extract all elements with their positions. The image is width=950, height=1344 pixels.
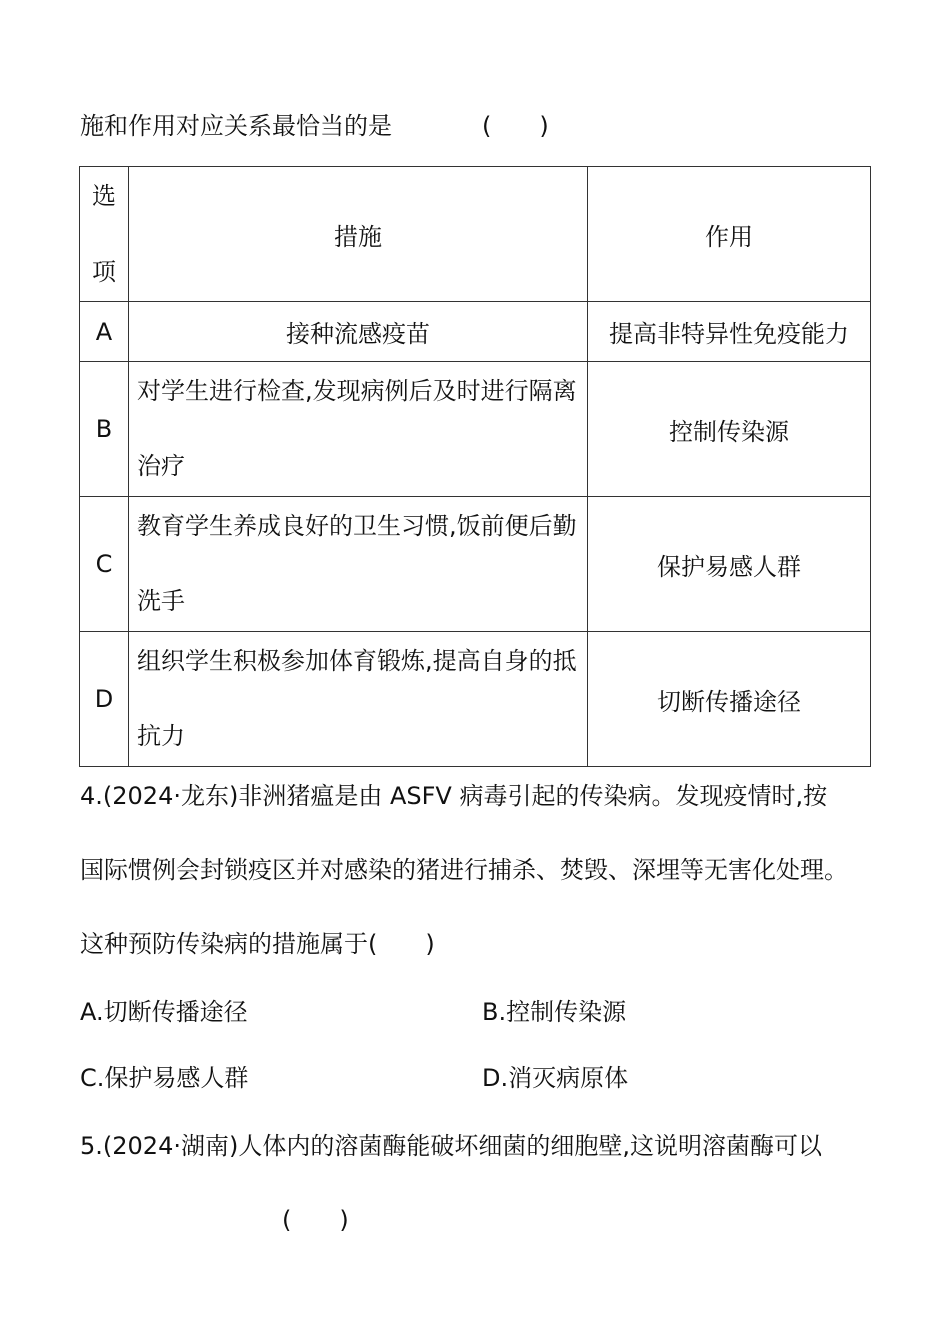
effect-cell: 切断传播途径	[588, 632, 871, 767]
measures-table	[79, 166, 871, 767]
q4-option-b: B.控制传染源	[482, 998, 627, 1026]
effect-cell: 提高非特异性免疫能力	[588, 302, 871, 362]
measure-cell	[129, 632, 588, 767]
table-row	[80, 497, 871, 632]
table-header-row	[80, 167, 871, 302]
header-option-line1: 选	[92, 182, 116, 210]
option-cell: B	[80, 362, 129, 497]
effect-cell: 保护易感人群	[588, 497, 871, 632]
option-cell: A	[80, 302, 129, 362]
q5-answer-paren: ( )	[282, 1206, 349, 1234]
measure-cell	[129, 362, 588, 497]
measure-text: 对学生进行检查,发现病例后及时进行隔离治疗	[137, 377, 577, 480]
intro-answer-paren: ( )	[482, 112, 549, 140]
option-cell: D	[80, 632, 129, 767]
measure-text: 组织学生积极参加体育锻炼,提高自身的抵抗力	[137, 647, 577, 750]
q4-line2: 国际惯例会封锁疫区并对感染的猪进行捕杀、焚毁、深埋等无害化处理。	[80, 856, 848, 884]
measure-text: 教育学生养成良好的卫生习惯,饭前便后勤洗手	[137, 512, 577, 615]
header-measure: 措施	[334, 222, 382, 251]
measure-cell	[129, 497, 588, 632]
measure-text: 接种流感疫苗	[286, 320, 430, 348]
table-row	[80, 632, 871, 767]
header-option-cell	[80, 167, 129, 302]
effect-cell: 控制传染源	[588, 362, 871, 497]
header-effect-cell	[588, 167, 871, 302]
table-row	[80, 362, 871, 497]
intro-text: 施和作用对应关系最恰当的是	[80, 112, 392, 140]
q4-option-a: A.切断传播途径	[80, 998, 248, 1026]
q4-line1: 4.(2024·龙东)非洲猪瘟是由 ASFV 病毒引起的传染病。发现疫情时,按	[80, 782, 828, 810]
measure-cell	[129, 302, 588, 362]
header-effect: 作用	[705, 222, 753, 251]
q4-option-d: D.消灭病原体	[482, 1064, 629, 1092]
option-cell: C	[80, 497, 129, 632]
header-option-line2: 项	[92, 258, 116, 286]
q4-line3: 这种预防传染病的措施属于( )	[80, 930, 435, 958]
q5-line1: 5.(2024·湖南)人体内的溶菌酶能破坏细菌的细胞壁,这说明溶菌酶可以	[80, 1132, 822, 1160]
header-measure-cell	[129, 167, 588, 302]
table-row	[80, 302, 871, 362]
q4-option-c: C.保护易感人群	[80, 1064, 249, 1092]
